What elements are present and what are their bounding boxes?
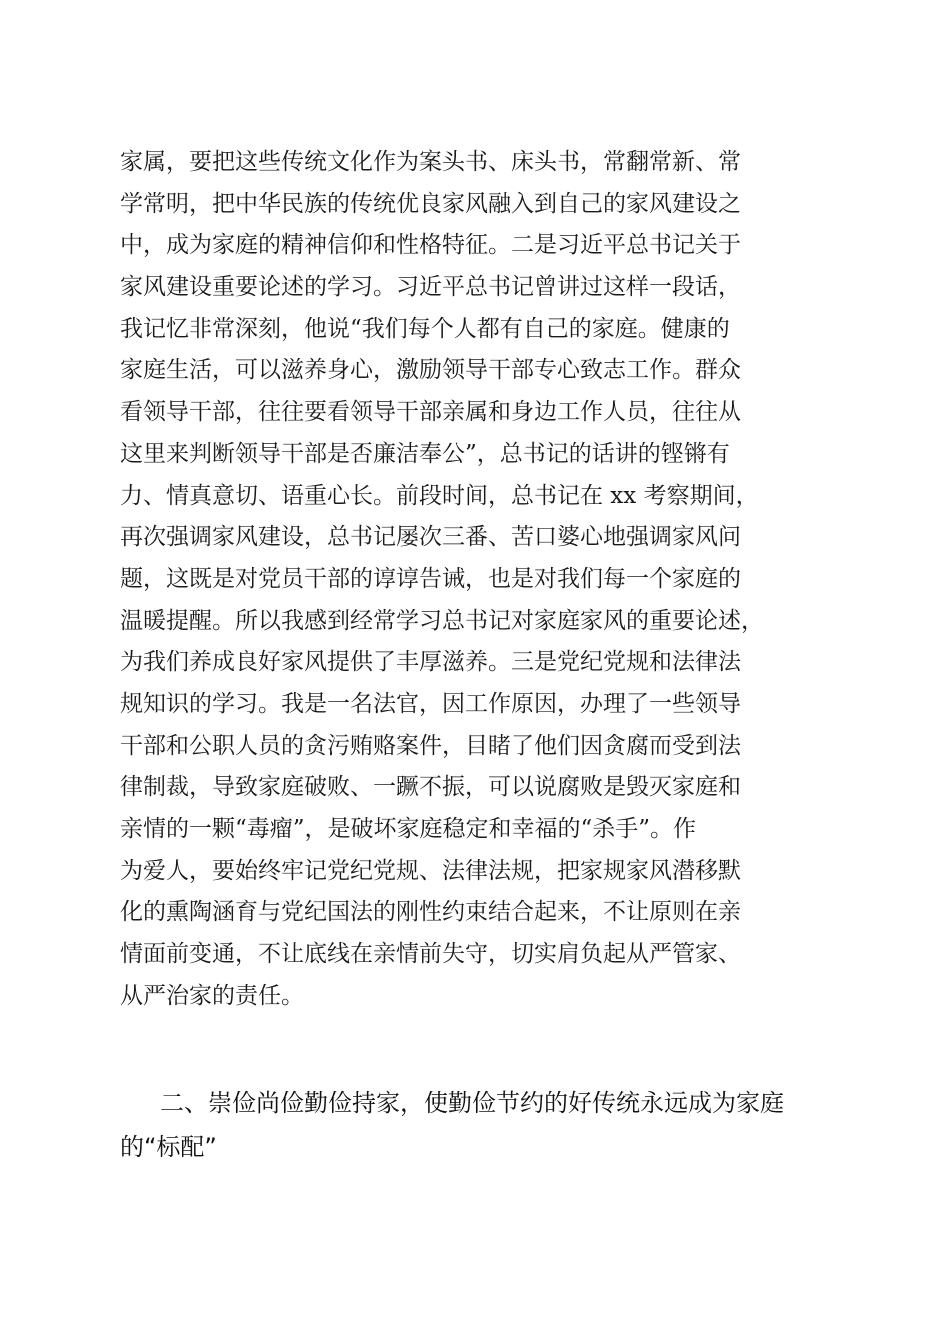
paragraph-line: 律制裁，导致家庭破败、一蹶不振，可以说腐败是毁灭家庭和: [120, 774, 741, 801]
paragraph-line: 学常明，把中华民族的传统优良家风融入到自己的家风建设之: [120, 190, 741, 217]
paragraph-line: 题，这既是对党员干部的谆谆告诫，也是对我们每一个家庭的: [120, 565, 741, 592]
paragraph-line: 亲情的一颗“毒瘤”，是破坏家庭稳定和幸福的“杀手”。作: [120, 816, 697, 842]
paragraph-line: 化的熏陶涵育与党纪国法的刚性约束结合起来，不让原则在亲: [120, 899, 741, 926]
paragraph-line: 家庭生活，可以滋养身心，激励领导干部专心致志工作。群众: [120, 357, 741, 384]
body-paragraph: [120, 142, 840, 1017]
paragraph-line: 温暖提醒。所以我感到经常学习总书记对家庭家风的重要论述，: [120, 607, 764, 634]
paragraph-line: 我记忆非常深刻，他说“我们每个人都有自己的家庭。健康的: [120, 315, 730, 342]
section-heading: [120, 1081, 840, 1169]
paragraph-line: 为爱人，要始终牢记党纪党规、法律法规，把家规家风潜移默: [120, 857, 741, 884]
paragraph-line: 力、情真意切、语重心长。前段时间，总书记在 xx 考察期间，: [120, 482, 759, 509]
paragraph-line: 这里来判断领导干部是否廉洁奉公”，总书记的话讲的铿锵有: [120, 440, 730, 467]
paragraph-line: 中，成为家庭的精神信仰和性格特征。二是习近平总书记关于: [120, 232, 741, 259]
heading-line: 二、崇俭尚俭勤俭持家，使勤俭节约的好传统永远成为家庭: [160, 1089, 784, 1117]
paragraph-line: 干部和公职人员的贪污贿赂案件，目睹了他们因贪腐而受到法: [120, 732, 741, 759]
paragraph-line: 为我们养成良好家风提供了丰厚滋养。三是党纪党规和法律法: [120, 649, 741, 676]
paragraph-line: 看领导干部，往往要看领导干部亲属和身边工作人员，往往从: [120, 399, 741, 426]
paragraph-line: 规知识的学习。我是一名法官，因工作原因，办理了一些领导: [120, 690, 741, 717]
heading-line: 的“标配”: [120, 1133, 217, 1161]
paragraph-line: 从严治家的责任。: [120, 982, 304, 1009]
paragraph-line: 再次强调家风建设，总书记屡次三番、苦口婆心地强调家风问: [120, 524, 741, 551]
paragraph-line: 家风建设重要论述的学习。习近平总书记曾讲过这样一段话，: [120, 274, 741, 301]
paragraph-line: 情面前变通，不让底线在亲情前失守，切实肩负起从严管家、: [120, 941, 741, 968]
paragraph-line: 家属，要把这些传统文化作为案头书、床头书，常翻常新、常: [120, 149, 741, 175]
